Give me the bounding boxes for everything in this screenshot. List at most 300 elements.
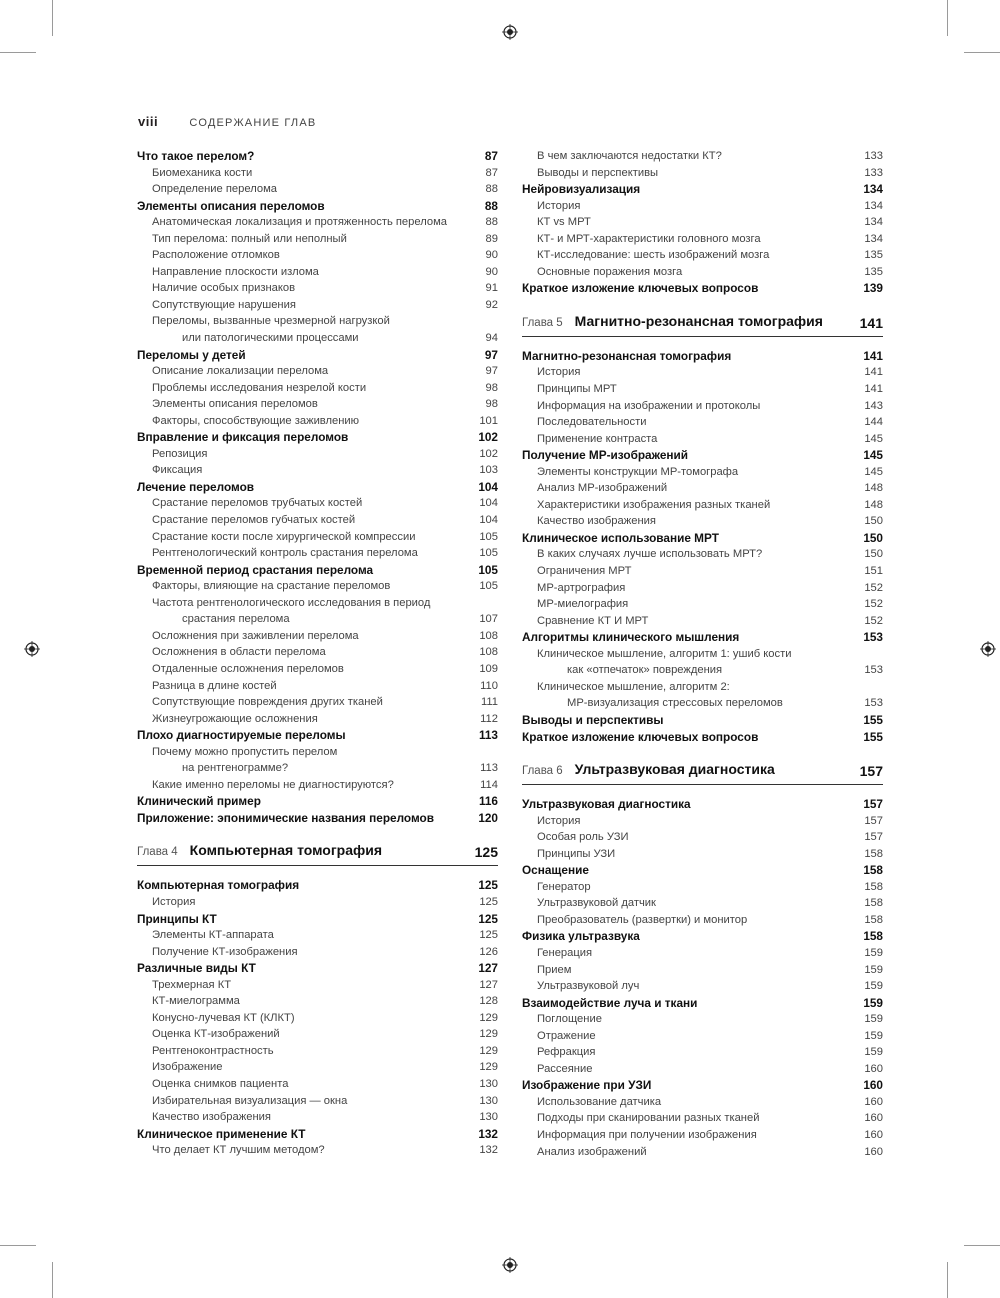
toc-entry-title: или патологическими процессами — [182, 332, 359, 345]
toc-entry-page: 87 — [484, 149, 498, 163]
toc-entry-title: Клиническое применение КТ — [137, 1126, 306, 1141]
toc-entry-title: Отражение — [537, 1029, 596, 1042]
toc-entry-title: Использование датчика — [537, 1095, 662, 1108]
toc-entry-page: 102 — [478, 430, 498, 445]
chapter-heading-text — [522, 761, 775, 779]
toc-entry[interactable] — [522, 895, 883, 912]
toc-entry-title: Информация на изображении и протоколы — [537, 399, 761, 412]
toc-entry[interactable] — [522, 995, 883, 1012]
toc-entry-title: Генератор — [537, 880, 591, 893]
toc-entry-page: 130 — [479, 1111, 498, 1124]
toc-entry[interactable] — [137, 678, 498, 695]
toc-entry[interactable] — [522, 629, 883, 646]
crop-mark — [947, 1262, 948, 1298]
toc-entry[interactable] — [137, 810, 498, 827]
toc-entry-title: Принципы КТ — [137, 911, 217, 926]
registration-mark-icon — [980, 641, 996, 657]
toc-entry-page: 127 — [479, 978, 498, 991]
toc-entry[interactable] — [137, 894, 498, 911]
toc-entry[interactable] — [522, 431, 883, 448]
toc-entry[interactable] — [522, 364, 883, 381]
toc-entry[interactable] — [137, 280, 498, 297]
registration-mark-icon — [24, 641, 40, 657]
toc-entry-title: Оснащение — [522, 863, 589, 878]
toc-entry-page: 88 — [484, 198, 498, 213]
toc-entry-title: В чем заключаются недостатки КТ? — [537, 150, 722, 162]
toc-entry[interactable] — [137, 1010, 498, 1027]
toc-entry-page: 145 — [863, 448, 883, 463]
toc-entry[interactable] — [137, 1026, 498, 1043]
toc-entry-title: Вправление и фиксация переломов — [137, 430, 349, 445]
toc-entry-page: 151 — [864, 565, 883, 578]
toc-entry-page: 111 — [480, 696, 498, 709]
toc-entry-page: 113 — [480, 762, 498, 775]
toc-entry-page: 153 — [864, 664, 883, 677]
toc-entry-page: 101 — [479, 414, 498, 427]
toc-entry-title: Элементы конструкции МР-томографа — [537, 465, 739, 478]
toc-entry[interactable] — [137, 993, 498, 1010]
toc-entry[interactable] — [522, 796, 883, 813]
toc-entry-page: 94 — [485, 332, 498, 345]
toc-entry[interactable] — [137, 413, 498, 430]
toc-entry-title: Оценка КТ-изображений — [152, 1028, 280, 1041]
toc-entry-page: 129 — [479, 1011, 498, 1024]
toc-entry-page: 159 — [864, 963, 883, 976]
toc-entry-title: Клиническое мышление, алгоритм 1: ушиб кости — [537, 647, 792, 660]
toc-entry-page: 158 — [863, 929, 883, 944]
toc-entry[interactable] — [522, 862, 883, 879]
toc-entry-title: срастания перелома — [182, 613, 290, 626]
toc-entry-title: Рассеяние — [537, 1062, 593, 1075]
crop-mark — [964, 52, 1000, 53]
toc-entry-page: 155 — [863, 729, 883, 744]
chapter-heading-text — [137, 842, 382, 860]
toc-entry[interactable] — [137, 446, 498, 463]
toc-entry[interactable] — [522, 546, 883, 563]
toc-entry[interactable] — [137, 595, 498, 612]
toc-entry-page: 125 — [478, 878, 498, 893]
toc-entry-page: 116 — [478, 794, 498, 809]
toc-entry-title: Сопутствующие повреждения других тканей — [152, 696, 383, 709]
toc-entry[interactable] — [137, 1142, 498, 1159]
toc-entry-page: 129 — [479, 1028, 498, 1041]
toc-entry-title: Ультразвуковая диагностика — [522, 797, 691, 812]
toc-entry-page: 134 — [863, 182, 883, 197]
toc-entry-page: 135 — [864, 265, 883, 278]
chapter-heading[interactable] — [522, 759, 883, 785]
toc-entry-title: Особая роль УЗИ — [537, 831, 629, 844]
toc-entry-page: 97 — [485, 365, 498, 378]
toc-entry-page: 160 — [864, 1145, 883, 1158]
toc-entry-page: 108 — [479, 629, 498, 642]
toc-entry[interactable] — [137, 545, 498, 562]
toc-entry[interactable] — [137, 661, 498, 678]
toc-entry-page: 104 — [479, 514, 498, 527]
toc-entry[interactable] — [522, 613, 883, 630]
toc-entry[interactable] — [522, 1077, 883, 1094]
toc-entry-title: КТ-миелограмма — [152, 995, 240, 1008]
toc-entry[interactable] — [522, 198, 883, 215]
toc-entry-page: 135 — [864, 249, 883, 262]
toc-entry[interactable] — [137, 1093, 498, 1110]
toc-entry[interactable] — [137, 429, 498, 446]
toc-entry-page: 160 — [864, 1128, 883, 1141]
toc-entry-title: Получение КТ-изображения — [152, 945, 298, 958]
toc-entry-title: Частота рентгенологического исследования в период — [152, 596, 431, 609]
page-number: viii — [138, 114, 159, 129]
toc-entry-page: 144 — [864, 416, 883, 429]
toc-entry-page: 150 — [864, 515, 883, 528]
toc-entry[interactable] — [522, 596, 883, 613]
toc-entry-title: КТ-исследование: шесть изображений мозга — [537, 249, 770, 262]
toc-entry[interactable] — [137, 911, 498, 928]
toc-entry-title: КТ vs МРТ — [537, 216, 591, 229]
toc-entry[interactable] — [137, 512, 498, 529]
toc-entry-title: Жизнеугрожающие осложнения — [152, 712, 318, 725]
toc-entry-title: История — [537, 814, 581, 827]
toc-entry[interactable] — [522, 1061, 883, 1078]
toc-entry[interactable] — [137, 1059, 498, 1076]
toc-entry[interactable] — [522, 414, 883, 431]
toc-entry[interactable] — [522, 1011, 883, 1028]
toc-entry[interactable] — [137, 760, 498, 777]
toc-entry[interactable] — [522, 280, 883, 297]
toc-entry[interactable] — [522, 695, 883, 712]
toc-entry[interactable] — [522, 247, 883, 264]
toc-entry-page: 134 — [864, 216, 883, 229]
toc-entry-page: 159 — [864, 946, 883, 959]
toc-entry-title: Характеристики изображения разных тканей — [537, 498, 771, 511]
toc-entry[interactable] — [522, 646, 883, 663]
toc-entry-page: 88 — [485, 183, 498, 196]
crop-mark — [0, 52, 36, 53]
toc-entry-page: 133 — [864, 150, 883, 162]
toc-entry[interactable] — [137, 977, 498, 994]
toc-entry[interactable] — [522, 1144, 883, 1161]
crop-mark — [52, 0, 53, 36]
toc-entry[interactable] — [522, 398, 883, 415]
toc-entry[interactable] — [137, 396, 498, 413]
toc-entry[interactable] — [137, 1043, 498, 1060]
toc-entry-title: Физика ультразвука — [522, 929, 640, 944]
toc-entry[interactable] — [137, 214, 498, 231]
toc-entry-title: Краткое изложение ключевых вопросов — [522, 281, 759, 296]
toc-entry-title: Элементы описания переломов — [152, 398, 318, 411]
toc-entry-page: 160 — [864, 1062, 883, 1075]
toc-entry-page: 158 — [864, 880, 883, 893]
toc-entry[interactable] — [137, 1109, 498, 1126]
toc-entry-title: как «отпечаток» повреждения — [567, 664, 723, 677]
toc-entry-page: 104 — [478, 479, 498, 494]
toc-entry[interactable] — [137, 462, 498, 479]
toc-entry-page: 92 — [485, 298, 498, 311]
toc-entry-title: Почему можно пропустить перелом — [152, 745, 338, 758]
chapter-page: 125 — [474, 844, 498, 861]
toc-entry[interactable] — [137, 165, 498, 182]
toc-entry-title: История — [537, 366, 581, 379]
toc-entry-page: 145 — [864, 432, 883, 445]
toc-entry[interactable] — [522, 530, 883, 547]
toc-entry-title: Направление плоскости излома — [152, 265, 319, 278]
toc-entry-page: 108 — [479, 646, 498, 659]
toc-entry-page: 152 — [864, 598, 883, 611]
toc-entry[interactable] — [522, 513, 883, 530]
toc-entry-title: Оценка снимков пациента — [152, 1077, 289, 1090]
toc-entry-page: 160 — [864, 1095, 883, 1108]
toc-entry-title: Осложнения в области перелома — [152, 646, 326, 659]
toc-entry[interactable] — [522, 879, 883, 896]
chapter-title: Магнитно-резонансная томография — [574, 312, 823, 329]
toc-entry-title: Преобразователь (развертки) и монитор — [537, 913, 748, 926]
toc-entry-title: Фиксация — [152, 464, 203, 477]
toc-entry[interactable] — [137, 744, 498, 761]
toc-entry-title: Качество изображения — [537, 515, 656, 528]
toc-entry-title: Биомеханика кости — [152, 166, 253, 179]
toc-entry[interactable] — [137, 562, 498, 579]
toc-entry-page: 148 — [864, 482, 883, 495]
toc-entry-title: Анализ МР-изображений — [537, 482, 668, 495]
toc-entry-page: 143 — [864, 399, 883, 412]
toc-entry[interactable] — [522, 264, 883, 281]
toc-entry-page: 130 — [479, 1077, 498, 1090]
toc-entry-page: 104 — [479, 497, 498, 510]
crop-mark — [52, 1262, 53, 1298]
toc-entry-page: 105 — [478, 562, 498, 577]
toc-entry-title: Качество изображения — [152, 1111, 271, 1124]
toc-entry-title: Элементы КТ-аппарата — [152, 929, 274, 942]
toc-entry[interactable] — [137, 711, 498, 728]
toc-entry[interactable] — [137, 347, 498, 364]
toc-entry-title: Срастание кости после хирургической компрессии — [152, 530, 416, 543]
toc-entry[interactable] — [137, 529, 498, 546]
toc-entry-title: Осложнения при заживлении перелома — [152, 629, 359, 642]
toc-entry[interactable] — [137, 877, 498, 894]
toc-entry-title: Получение МР-изображений — [522, 448, 689, 463]
toc-entry-title: Анализ изображений — [537, 1145, 647, 1158]
toc-entry[interactable] — [522, 580, 883, 597]
toc-left-column — [137, 148, 498, 1159]
toc-entry-title: Ультразвуковой датчик — [537, 897, 656, 910]
toc-entry[interactable] — [522, 348, 883, 365]
toc-entry-title: Основные поражения мозга — [537, 265, 683, 278]
toc-entry[interactable] — [522, 978, 883, 995]
crop-mark — [947, 0, 948, 36]
toc-entry-page: 159 — [864, 1013, 883, 1026]
toc-entry-title: Выводы и перспективы — [537, 166, 659, 179]
crop-mark — [964, 1245, 1000, 1246]
registration-mark-icon — [502, 24, 518, 40]
toc-entry-title: Выводы и перспективы — [522, 712, 664, 727]
chapter-heading[interactable] — [522, 311, 883, 337]
toc-entry-title: Изображение — [152, 1061, 223, 1074]
toc-entry[interactable] — [522, 912, 883, 929]
toc-entry-page: 109 — [479, 662, 498, 675]
toc-entry-page: 141 — [864, 366, 883, 379]
chapter-heading[interactable] — [137, 840, 498, 866]
toc-entry-title: Трехмерная КТ — [152, 978, 232, 991]
toc-entry-title: МР-миелография — [537, 598, 629, 611]
toc-entry-title: Какие именно переломы не диагностируются? — [152, 778, 394, 791]
toc-entry-title: В каких случаях лучше использовать МРТ? — [537, 548, 763, 561]
toc-entry-title: Рефракция — [537, 1046, 596, 1059]
toc-entry[interactable] — [137, 578, 498, 595]
toc-entry-title: Приложение: эпонимические названия переломов — [137, 810, 435, 825]
toc-entry-title: Переломы, вызванные чрезмерной нагрузкой — [152, 315, 390, 328]
toc-entry-title: Плохо диагностируемые переломы — [137, 728, 346, 743]
toc-entry-title: Факторы, способствующие заживлению — [152, 414, 360, 427]
toc-entry[interactable] — [522, 1028, 883, 1045]
toc-entry[interactable] — [137, 330, 498, 347]
toc-entry[interactable] — [137, 944, 498, 961]
toc-entry[interactable] — [522, 381, 883, 398]
toc-entry[interactable] — [522, 181, 883, 198]
toc-entry[interactable] — [137, 380, 498, 397]
toc-entry-page: 157 — [864, 814, 883, 827]
toc-entry[interactable] — [137, 777, 498, 794]
toc-entry[interactable] — [137, 297, 498, 314]
toc-entry[interactable] — [137, 198, 498, 215]
toc-entry-page: 152 — [864, 614, 883, 627]
toc-entry-page: 129 — [479, 1044, 498, 1057]
toc-entry-title: История — [152, 895, 196, 908]
toc-entry[interactable] — [522, 497, 883, 514]
toc-entry[interactable] — [137, 694, 498, 711]
toc-entry-title: Поглощение — [537, 1013, 602, 1026]
toc-entry[interactable] — [137, 231, 498, 248]
toc-entry-title: Отдаленные осложнения переломов — [152, 662, 344, 675]
toc-entry-page: 102 — [479, 447, 498, 460]
toc-entry-title: Изображение при УЗИ — [522, 1078, 652, 1093]
toc-entry-title: Описание локализации перелома — [152, 365, 329, 378]
toc-entry-page: 114 — [480, 778, 498, 791]
toc-entry[interactable] — [137, 1126, 498, 1143]
toc-entry-page: 97 — [484, 347, 498, 362]
toc-entry-page: 150 — [863, 530, 883, 545]
toc-entry-page: 160 — [863, 1078, 883, 1093]
toc-entry-page: 132 — [478, 1126, 498, 1141]
toc-entry-title: Магнитно-резонансная томография — [522, 348, 732, 363]
toc-entry[interactable] — [522, 563, 883, 580]
toc-entry[interactable] — [522, 464, 883, 481]
toc-entry[interactable] — [522, 928, 883, 945]
toc-entry-page: 159 — [864, 980, 883, 993]
toc-entry-page: 125 — [479, 895, 498, 908]
toc-entry-page: 159 — [863, 995, 883, 1010]
toc-entry[interactable] — [522, 679, 883, 696]
toc-entry[interactable] — [137, 960, 498, 977]
toc-entry-page: 139 — [863, 281, 883, 296]
toc-entry[interactable] — [137, 363, 498, 380]
toc-entry[interactable] — [522, 846, 883, 863]
toc-entry[interactable] — [522, 729, 883, 746]
toc-entry-title: Рентгеноконтрастность — [152, 1044, 274, 1057]
toc-entry[interactable] — [522, 165, 883, 182]
toc-entry-page: 130 — [479, 1094, 498, 1107]
toc-entry[interactable] — [137, 479, 498, 496]
toc-entry-title: на рентгенограмме? — [182, 762, 289, 775]
toc-entry[interactable] — [137, 313, 498, 330]
toc-entry[interactable] — [137, 793, 498, 810]
toc-entry-page: 158 — [864, 847, 883, 860]
toc-entry[interactable] — [522, 214, 883, 231]
toc-entry-page: 129 — [479, 1061, 498, 1074]
toc-entry[interactable] — [522, 813, 883, 830]
toc-entry[interactable] — [137, 628, 498, 645]
toc-entry-title: Клинический пример — [137, 794, 261, 809]
toc-entry-title: Краткое изложение ключевых вопросов — [522, 729, 759, 744]
toc-entry-page: 125 — [478, 911, 498, 926]
toc-entry-page: 152 — [864, 581, 883, 594]
toc-entry-title: Принципы МРТ — [537, 383, 617, 396]
toc-entry[interactable] — [522, 712, 883, 729]
toc-entry-page: 105 — [479, 580, 498, 593]
toc-entry[interactable] — [137, 181, 498, 198]
toc-entry-title: Избирательная визуализация — окна — [152, 1094, 348, 1107]
toc-entry-page: 127 — [478, 961, 498, 976]
toc-entry-page: 134 — [864, 199, 883, 212]
toc-entry[interactable] — [522, 662, 883, 679]
toc-entry-page: 89 — [485, 232, 498, 245]
toc-entry[interactable] — [137, 927, 498, 944]
toc-entry-title: Наличие особых признаков — [152, 282, 296, 295]
toc-entry[interactable] — [137, 247, 498, 264]
toc-entry-page: 158 — [863, 863, 883, 878]
toc-entry-page: 159 — [864, 1046, 883, 1059]
chapter-label: Глава 4 — [137, 846, 178, 859]
toc-entry[interactable] — [522, 829, 883, 846]
toc-entry[interactable] — [522, 1110, 883, 1127]
toc-entry[interactable] — [137, 148, 498, 165]
toc-entry[interactable] — [522, 447, 883, 464]
toc-entry-page: 98 — [485, 398, 498, 411]
toc-entry-page: 153 — [864, 697, 883, 710]
toc-entry-page: 158 — [864, 897, 883, 910]
toc-entry-page: 110 — [480, 679, 498, 692]
toc-entry-page: 157 — [863, 797, 883, 812]
toc-entry[interactable] — [522, 480, 883, 497]
toc-entry[interactable] — [137, 727, 498, 744]
toc-entry-title: Конусно-лучевая КТ (КЛКТ) — [152, 1011, 295, 1024]
toc-entry-title: Срастание переломов трубчатых костей — [152, 497, 363, 510]
toc-entry-page: 125 — [479, 929, 498, 942]
toc-entry[interactable] — [137, 264, 498, 281]
toc-entry-page: 145 — [864, 465, 883, 478]
toc-entry-page: 91 — [485, 282, 498, 295]
toc-entry[interactable] — [522, 962, 883, 979]
toc-entry-page: 153 — [863, 630, 883, 645]
toc-entry[interactable] — [522, 231, 883, 248]
toc-entry[interactable] — [137, 1076, 498, 1093]
toc-entry-title: Последовательности — [537, 416, 647, 429]
toc-entry[interactable] — [522, 1127, 883, 1144]
toc-entry[interactable] — [137, 495, 498, 512]
toc-entry-page: 87 — [485, 166, 498, 179]
toc-entry-page: 150 — [864, 548, 883, 561]
toc-entry[interactable] — [522, 148, 883, 165]
toc-entry-page: 98 — [485, 381, 498, 394]
toc-entry[interactable] — [137, 644, 498, 661]
toc-entry-title: Факторы, влияющие на срастание переломов — [152, 580, 391, 593]
toc-entry-title: Подходы при сканировании разных тканей — [537, 1112, 760, 1125]
toc-entry[interactable] — [522, 1044, 883, 1061]
chapter-label: Глава 5 — [522, 316, 563, 329]
toc-entry[interactable] — [137, 611, 498, 628]
chapter-title: Ультразвуковая диагностика — [574, 761, 775, 778]
toc-entry-title: МР-визуализация стрессовых переломов — [567, 697, 783, 710]
toc-entry[interactable] — [522, 945, 883, 962]
toc-entry[interactable] — [522, 1094, 883, 1111]
crop-mark — [0, 1245, 36, 1246]
